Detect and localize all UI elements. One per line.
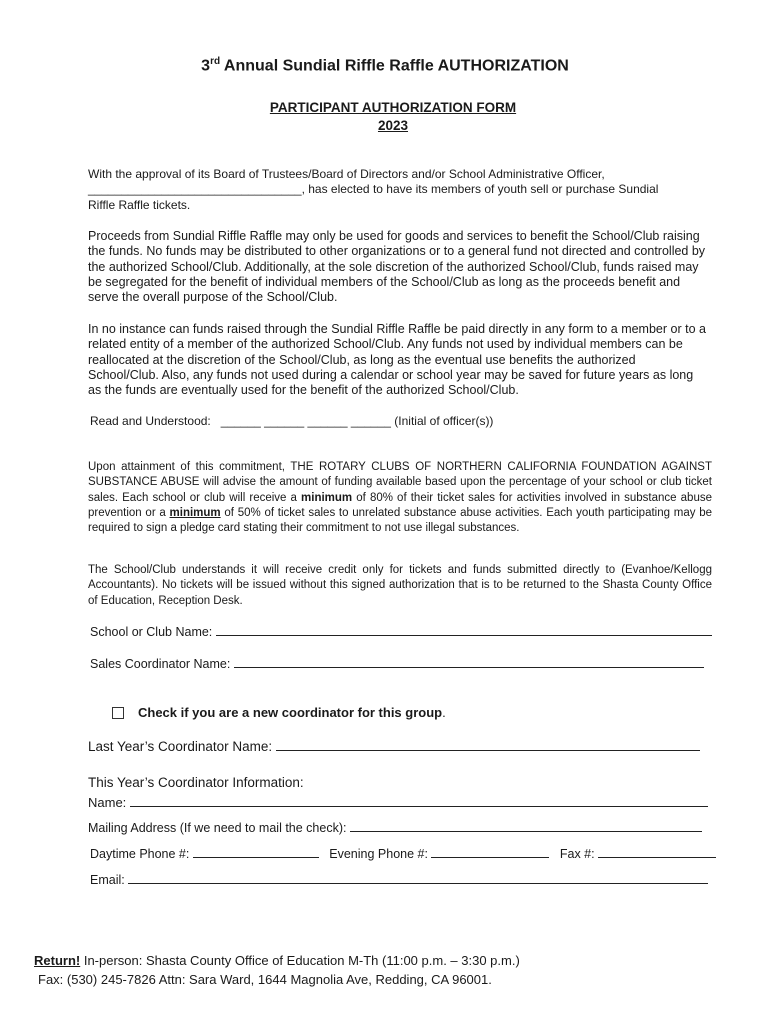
mailing-address-input[interactable] <box>350 819 702 832</box>
no-instance-paragraph: In no instance can funds raised through the Sundial Riffle Raffle be paid directly in any form to a member or to a related entity of a member of the authorized School/Club. Any funds not used by individual members can be reallocated at the discretion of the School/Club, as long as the eventual use benefits the authorized School/Club. Also, any funds not used during a calendar or school year may be saved for future years as long as the funds are eventually used for the benefit of the authorized School/Club. <box>88 322 706 398</box>
intro-paragraph: With the approval of its Board of Trustees/Board of Directors and/or School Administrative Officer, ________________________________, has elected to have its members of youth sell or purchase Sundial Riffle Raffle tickets. <box>88 167 659 212</box>
fax-input[interactable] <box>598 845 716 858</box>
last-year-coordinator-input[interactable] <box>276 738 700 751</box>
new-coordinator-checkbox[interactable] <box>112 707 124 719</box>
daytime-phone-input[interactable] <box>193 845 319 858</box>
mailing-address-field[interactable]: Mailing Address (If we need to mail the check): <box>88 819 702 835</box>
return-line: Return! In-person: Shasta County Office of Education M-Th (11:00 p.m. – 3:30 p.m.) <box>34 953 520 968</box>
email-input[interactable] <box>128 871 708 884</box>
proceeds-paragraph: Proceeds from Sundial Riffle Raffle may only be used for goods and services to benefit the School/Club raising the funds. No funds may be distributed to other organizations or to a general fund not directed and controlled by the authorized School/Club. Additionally, at the sole discretion of the authorized School/Club, funds raised may be segregated for the benefit of individual members of the School/Club as long as the proceeds benefit and serve the overall purpose of the School/Club. <box>88 229 706 305</box>
email-field[interactable]: Email: <box>90 871 708 887</box>
rotary-paragraph: Upon attainment of this commitment, THE ROTARY CLUBS OF NORTHERN CALIFORNIA FOUNDATION AGAINST SUBSTANCE ABUSE will advise the amount of funding available based upon the percentage of your school or club ticket sales. Each school or club will receive a minimum of 80% of their ticket sales for activities involved in substance abuse prevention or a minimum of 50% of ticket sales to unrelated substance abuse activities. Each youth participating may be required to sign a pledge card stating their commitment to not use illegal substances. <box>88 461 712 535</box>
officer-initial-blanks[interactable]: ______ ______ ______ ______ <box>220 414 391 428</box>
form-subtitle: PARTICIPANT AUTHORIZATION FORM <box>269 100 517 115</box>
name-input[interactable] <box>130 794 708 807</box>
sales-coordinator-input[interactable] <box>234 655 704 668</box>
last-year-coordinator-field[interactable]: Last Year’s Coordinator Name: <box>88 738 700 754</box>
sales-coordinator-field[interactable]: Sales Coordinator Name: <box>90 655 704 671</box>
evening-phone-input[interactable] <box>431 845 549 858</box>
school-club-input[interactable] <box>216 623 712 636</box>
new-coordinator-check[interactable]: Check if you are a new coordinator for this group. <box>112 705 446 720</box>
form-title: 3rd Annual Sundial Riffle Raffle AUTHORIZATION <box>201 56 569 75</box>
fax-address-line: Fax: (530) 245-7826 Attn: Sara Ward, 1644 Magnolia Ave, Redding, CA 96001. <box>38 972 492 987</box>
name-field[interactable]: Name: <box>88 794 708 810</box>
read-understood-line: Read and Understood: ______ ______ ______ ______ (Initial of officer(s)) <box>90 414 494 428</box>
credit-paragraph: The School/Club understands it will receive credit only for tickets and funds submitted directly to (Evanhoe/Kellogg Accountants). No tickets will be issued without this signed authorization that is to be returned to the Shasta County Office of Education, Reception Desk. <box>88 564 712 607</box>
form-year: 2023 <box>377 118 409 133</box>
school-club-field[interactable]: School or Club Name: <box>90 623 712 639</box>
this-year-heading: This Year’s Coordinator Information: <box>88 775 304 790</box>
phone-fax-row: Daytime Phone #: Evening Phone #: Fax #: <box>90 845 716 861</box>
